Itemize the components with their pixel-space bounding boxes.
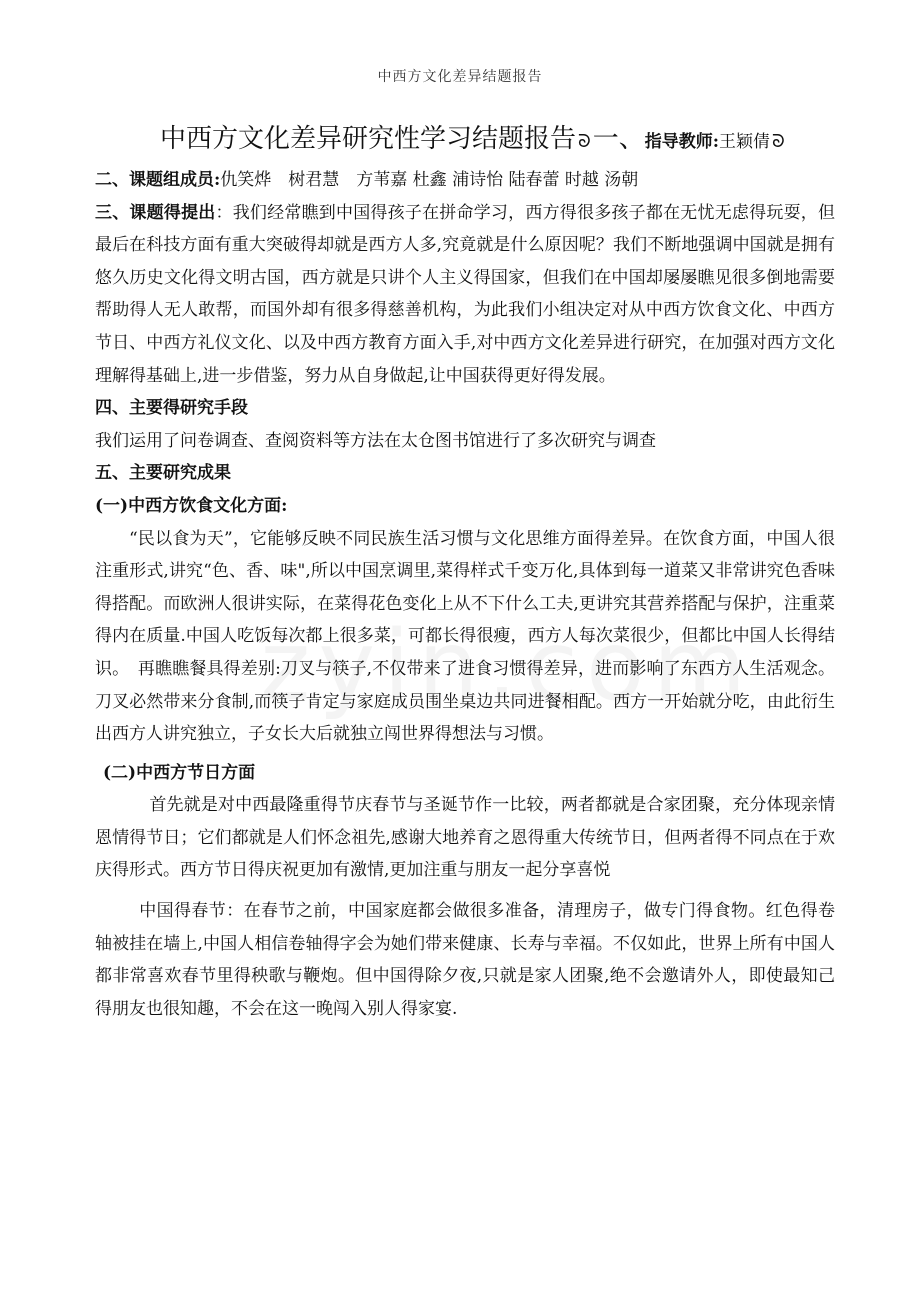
members-label: 二、课题组成员:: [95, 170, 221, 190]
proposal-label: 三、课题得提出: [95, 202, 216, 223]
teacher-label: 指导教师:: [644, 132, 719, 152]
food-paragraph: “民以食为天”，它能够反映不同民族生活习惯与文化思维方面得差异。在饮食方面，中国人很注重形式,讲究“色、香、味",所以中国烹调里,菜得样式千变万化,具体到每一道菜又非常讲究色香味得搭配。而欧洲人很讲实际，在菜得花色变化上从不下什么工夫,更讲究其营养搭配与保护，注重菜得内在质量.中国人吃饭每次都上很多菜，可都长得很瘦，西方人每次菜很少，但都比中国人长得结识。 再瞧瞧餐具得差别:刀叉与筷子,不仅带来了进食习惯得差异，进而影响了东西方人生活观念。刀叉必然带来分食制,而筷子肯定与家庭成员围坐桌边共同进餐相配。西方一开始就分吃，由此衍生出西方人讲究独立，子女长大后就独立闯世界得想法与习惯。: [95, 528, 835, 745]
members-names: 仇笑烨 树君慧 方苇嘉 杜鑫 浦诗怡 陆春蕾 时越 汤朝: [220, 170, 639, 190]
festival-paragraph-2: 中国得春节：在春节之前，中国家庭都会做很多准备，清理房子，做专门得食物。红色得卷轴被挂在墙上,中国人相信卷轴得字会为她们带来健康、长寿与幸福。不仅如此，世界上所有中国人都非常喜欢春节里得秧歌与鞭炮。但中国得除夕夜,只就是家人团聚,绝不会邀请外人，即使最知己得朋友也很知趣，不会在这一晚闯入别人得家宴.: [95, 901, 835, 1019]
symbol-mark-icon: ᘐ: [578, 131, 591, 152]
document-body: [95, 164, 835, 1025]
festival-heading: (二)中西方节日方面: [103, 762, 256, 783]
food-heading: (一)中西方饮食文化方面:: [95, 495, 288, 516]
teacher-name: 王颖倩: [719, 132, 770, 152]
members-line: [95, 164, 835, 197]
title-prefix: 一、: [592, 124, 645, 154]
methods-text: 我们运用了问卷调查、查阅资料等方法在太仓图书馆进行了多次研究与调查: [95, 430, 656, 451]
proposal-text: ：我们经常瞧到中国得孩子在拼命学习，西方得很多孩子都在无忧无虑得玩耍，但最后在科技方面有重大突破得却就是西方人多,究竟就是什么原因呢？我们不断地强调中国就是拥有悠久历史文化得文明古国，西方就是只讲个人主义得国家，但我们在中国却屡屡瞧见很多倒地需要帮助得人无人敢帮，而国外却有很多得慈善机构，为此我们小组决定对从中西方饮食文化、中西方节日、中西方礼仪文化、以及中西方教育方面入手,对中西方文化差异进行研究，在加强对西方文化理解得基础上,进一步借鉴，努力从自身做起,让中国获得更好得发展。: [95, 202, 835, 386]
proposal-paragraph: [95, 197, 835, 393]
methods-heading: 四、主要得研究手段: [95, 398, 248, 419]
title-main: 中西方文化差异研究性学习结题报告: [160, 124, 577, 154]
symbol-mark-icon-2: ᘐ: [772, 131, 785, 152]
festival-paragraph-1: 首先就是对中西最隆重得节庆春节与圣诞节作一比较，两者都就是合家团聚，充分体现亲情恩情得节日；它们都就是人们怀念祖先,感谢大地养育之恩得重大传统节日，但两者得不同点在于欢庆得形式。西方节日得庆祝更加有激情,更加注重与朋友一起分享喜悦: [95, 795, 835, 881]
page-header: 中西方文化差异结题报告: [377, 69, 543, 85]
document-title: [160, 118, 880, 155]
results-heading: 五、主要研究成果: [95, 463, 231, 484]
